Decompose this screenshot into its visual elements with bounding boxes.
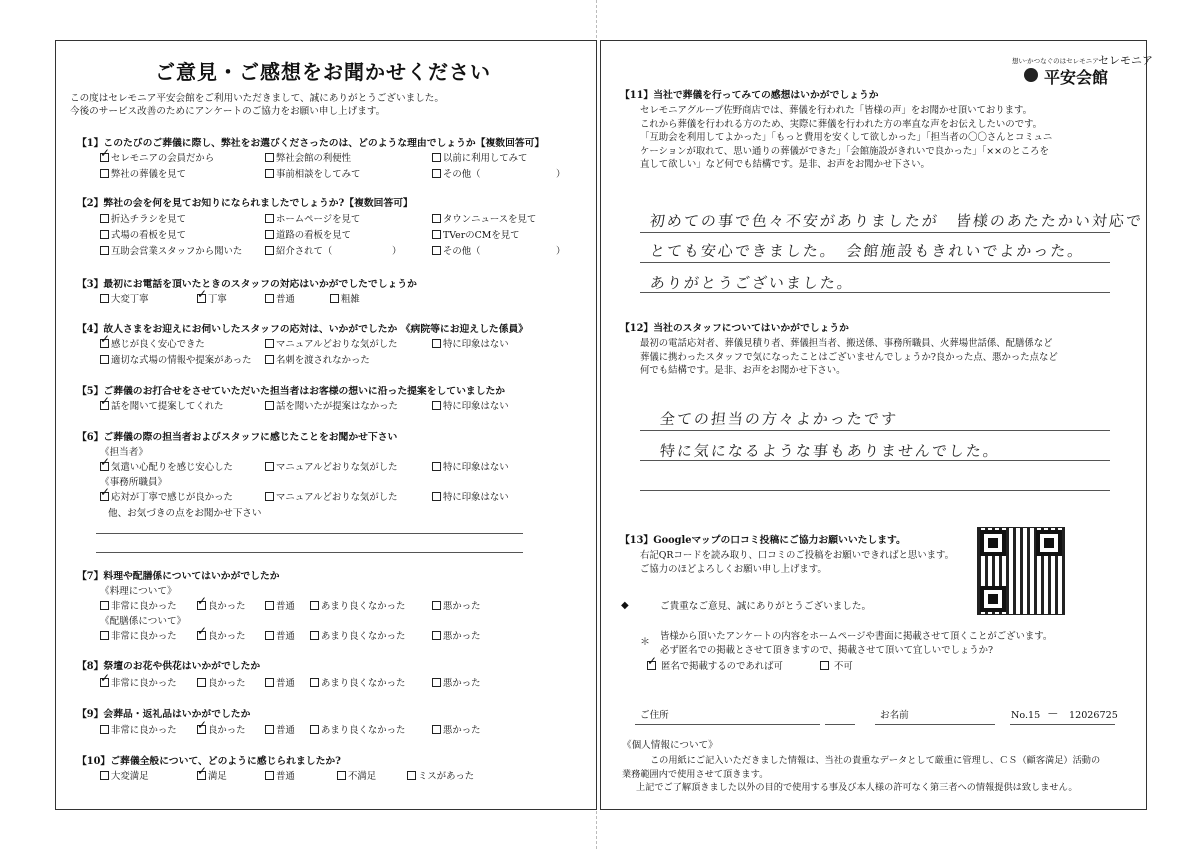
logo-mark-icon — [1024, 68, 1038, 82]
checkbox[interactable] — [265, 401, 274, 410]
q12-body-line: 何でも結構です。是非、お声をお聞かせ下さい。 — [640, 365, 846, 376]
q8-normal[interactable]: 普通 — [265, 678, 295, 690]
checkbox[interactable] — [432, 725, 441, 734]
publish-line: 必ず匿名での掲載とさせて頂きますので、掲載させて頂いて宜しいでしょうか? — [660, 644, 993, 656]
privacy-line: この用紙にご記入いただきました情報は、当社の貴重なデータとして厳重に管理し、ＣＳ（顧客満足）活動の — [650, 755, 1101, 766]
q1-label: 【1】このたびのご葬儀に際し、弊社をお選びくださったのは、どのような理由でしょうか【複数回答可】 — [77, 138, 545, 149]
asterisk-icon: ＊ — [640, 637, 650, 648]
q2-option-other[interactable]: その他（ — [432, 246, 481, 258]
checkbox[interactable] — [432, 246, 441, 255]
q7-serving-bad[interactable]: 悪かった — [432, 631, 481, 643]
checkbox-checked[interactable] — [197, 725, 206, 734]
q1-option-saw-funeral[interactable]: 弊社の葬儀を見て — [100, 169, 186, 181]
checkbox[interactable] — [265, 678, 274, 687]
q6-option-no-impression-office[interactable]: 特に印象はない — [432, 492, 509, 504]
checkbox[interactable] — [100, 246, 109, 255]
address-field-end — [825, 724, 855, 725]
q7-food-bad[interactable]: 悪かった — [432, 601, 481, 613]
q4-option-manual[interactable]: マニュアルどおりな気がした — [265, 339, 398, 351]
q6-other-comments: 他、お気づきの点をお聞かせ下さい — [108, 508, 262, 519]
q3-option-very-polite[interactable]: 大変丁寧 — [100, 294, 149, 306]
q11-body-line: これから葬儀を行われる方のため、実際に葬儀を行われた方の率直な声をお伝えしたいのです。 — [640, 118, 1043, 130]
q5-option-no-impression[interactable]: 特に印象はない — [432, 401, 509, 413]
answer-line[interactable] — [640, 232, 1110, 233]
checkbox[interactable] — [265, 169, 274, 178]
checkbox[interactable] — [265, 294, 274, 303]
survey-title: ご意見・ご感想をお聞かせください — [155, 60, 491, 84]
checkbox[interactable] — [432, 153, 441, 162]
qr-code-icon[interactable] — [977, 527, 1065, 615]
logo-tagline: 想い·かつなぐのはセレモニア — [1012, 57, 1099, 65]
intro-line-2: 今後のサービス改善のためにアンケートのご協力をお願い申し上げます。 — [70, 106, 386, 117]
q13-body — [640, 549, 954, 576]
comment-line[interactable] — [96, 552, 523, 553]
checkbox[interactable] — [820, 661, 829, 670]
q2-option-referral[interactable]: 紹介されて（ — [265, 246, 332, 258]
qr-finder-icon — [980, 586, 1006, 612]
q7-serving-normal[interactable]: 普通 — [265, 631, 295, 643]
q1-other-close: ） — [556, 169, 566, 180]
q3-option-polite[interactable]: ✓ 丁寧 — [197, 294, 227, 306]
q4-option-no-impression[interactable]: 特に印象はない — [432, 339, 509, 351]
checkbox[interactable] — [432, 492, 441, 501]
q2-option-hall-sign[interactable]: 式場の看板を見て — [100, 230, 186, 242]
checkbox[interactable] — [265, 153, 274, 162]
checkbox[interactable] — [432, 601, 441, 610]
q10-very-satisfied[interactable]: 大変満足 — [100, 771, 149, 783]
checkbox[interactable] — [432, 401, 441, 410]
q4-option-proposal[interactable]: 適切な式場の情報や提案があった — [100, 355, 252, 367]
q12-body-line: 最初の電話応対者、葬儀見積り者、葬儀担当者、搬送係、事務所職員、火葬場世話係、配膳係など — [640, 338, 1053, 349]
checkbox[interactable] — [100, 294, 109, 303]
q4-option-reassured[interactable]: ✓感じが良く安心できた — [100, 339, 205, 351]
q5-option-listened[interactable]: ✓話を聞いて提案してくれた — [100, 401, 224, 413]
address-field[interactable] — [635, 724, 820, 725]
checkbox[interactable] — [310, 678, 319, 687]
q7-serving-not-good[interactable]: あまり良くなかった — [310, 631, 405, 643]
q9-not-good[interactable]: あまり良くなかった — [310, 725, 405, 737]
q2-option-tver[interactable]: TVerのCMを見て — [432, 230, 519, 242]
q12-label: 【12】当社のスタッフについてはいかがでしょうか — [620, 323, 849, 334]
q2-option-sales-staff[interactable]: 互助会営業スタッフから聞いた — [100, 246, 242, 258]
checkbox[interactable] — [265, 339, 274, 348]
q11-body-line: 「互助会を利用してよかった」「もっと費用を安くして欲しかった」「担当者の〇〇さんとコミュニ — [640, 132, 1053, 143]
checkbox[interactable] — [265, 230, 274, 239]
q4-option-no-card[interactable]: 名刺を渡されなかった — [265, 355, 370, 367]
q4-label: 【4】故人さまをお迎えにお伺いしたスタッフの応対は、いかがでしたか 《病院等にお迎えした係員》 — [77, 324, 529, 335]
checkbox-checked[interactable] — [100, 492, 109, 501]
q1-option-convenience[interactable]: 弊社会館の利便性 — [265, 153, 351, 165]
comment-line[interactable] — [96, 533, 523, 534]
q12-body — [640, 337, 1058, 378]
q5-option-no-proposal[interactable]: 話を聞いたが提案はなかった — [265, 401, 398, 413]
checkbox[interactable] — [265, 725, 274, 734]
checkbox[interactable] — [265, 462, 274, 471]
q10-satisfied[interactable]: ✓ 満足 — [197, 771, 227, 783]
checkbox[interactable] — [265, 601, 274, 610]
checkbox[interactable] — [265, 631, 274, 640]
q11-body-line: 直して欲しい」など何でも結構です。是非、お声をお聞かせ下さい。 — [640, 159, 930, 170]
address-label: ご住所 — [640, 710, 669, 721]
number-value: 15 — [1028, 710, 1041, 721]
q3-option-normal[interactable]: 普通 — [265, 294, 295, 306]
checkbox[interactable] — [310, 601, 319, 610]
q11-handwritten-line-3: ありがとうございました。 — [649, 274, 855, 292]
checkbox[interactable] — [337, 771, 346, 780]
q9-label: 【9】会葬品・返礼品はいかがでしたか — [77, 709, 251, 720]
checkbox[interactable] — [197, 678, 206, 687]
checkbox-checked[interactable] — [647, 661, 656, 670]
q2-label: 【2】弊社の会を何を見てお知りになられましたでしょうか?【複数回答可】 — [77, 198, 413, 209]
privacy-body — [622, 754, 1100, 795]
q2-referral-close: ） — [392, 246, 402, 257]
logo-brand: セレモニア — [1098, 54, 1153, 67]
q8-not-good[interactable]: あまり良くなかった — [310, 678, 405, 690]
checkbox[interactable] — [100, 230, 109, 239]
q6-option-care[interactable]: ✓気遣い心配りを感じ安心した — [100, 462, 233, 474]
q11-body-line: ケーションが取れて、思い通りの葬儀ができた」「会館施設がきれいで良かった」「××のところを — [640, 145, 1049, 157]
number-label: No. — [1011, 710, 1029, 721]
q9-very-good[interactable]: 非常に良かった — [100, 725, 177, 737]
checkbox[interactable] — [100, 355, 109, 364]
q10-mistake[interactable]: ミスがあった — [407, 771, 474, 783]
q1-option-other[interactable]: その他（ — [432, 169, 481, 181]
q7-sub-food: 《料理について》 — [100, 586, 177, 597]
q8-very-good[interactable]: ✓非常に良かった — [100, 678, 177, 690]
q1-option-consultation[interactable]: 事前相談をしてみて — [265, 169, 360, 181]
q11-handwritten-line-1: 初めての事で色々不安がありましたが 皆様のあたたかい対応で — [649, 212, 1144, 230]
q2-other-close: ） — [556, 246, 566, 257]
q9-good[interactable]: ✓ 良かった — [197, 725, 246, 737]
q7-serving-good[interactable]: ✓ 良かった — [197, 631, 246, 643]
checkbox[interactable] — [432, 339, 441, 348]
q6-option-no-impression[interactable]: 特に印象はない — [432, 462, 509, 474]
checkbox[interactable] — [100, 214, 109, 223]
q7-food-very-good[interactable]: 非常に良かった — [100, 601, 177, 613]
q6-option-manual[interactable]: マニュアルどおりな気がした — [265, 462, 398, 474]
q7-food-good[interactable]: ✓ 良かった — [197, 601, 246, 613]
q7-food-normal[interactable]: 普通 — [265, 601, 295, 613]
q12-body-line: 葬儀に携わったスタッフで気になったことはございませんでしょうか?良かった点、悪かった点など — [640, 351, 1058, 363]
qr-finder-icon — [1036, 530, 1062, 556]
q7-food-not-good[interactable]: あまり良くなかった — [310, 601, 405, 613]
q6-sub-office: 《事務所職員》 — [100, 477, 168, 488]
q3-option-rough[interactable]: 粗雑 — [330, 294, 360, 306]
q2-option-flyer[interactable]: 折込チラシを見て — [100, 214, 186, 226]
checkbox[interactable] — [265, 214, 274, 223]
q8-good[interactable]: 良かった — [197, 678, 246, 690]
q12-handwritten-line-1: 全ての担当の方々よかったです — [659, 410, 899, 428]
checkbox-checked[interactable] — [100, 339, 109, 348]
checkbox[interactable] — [432, 678, 441, 687]
q10-normal[interactable]: 普通 — [265, 771, 295, 783]
privacy-line: 上記でご了解頂きました以外の目的で使用する事及び本人様の許可なく第三者への情報提供は致しません。 — [636, 782, 1078, 793]
checkbox[interactable] — [100, 631, 109, 640]
q11-body-line: セレモニアグループ佐野商店では、葬儀を行われた「皆様の声」をお聞かせ頂いております。 — [640, 105, 1032, 116]
diamond-icon: ◆ — [621, 600, 629, 611]
checkbox[interactable] — [265, 355, 274, 364]
checkbox[interactable] — [407, 771, 416, 780]
publish-notice — [660, 630, 1052, 657]
thanks-message: ご貴重なご意見、誠にありがとうございました。 — [660, 601, 872, 612]
q3-label: 【3】最初にお電話を頂いたときのスタッフの対応はいかがでしたでしょうか — [77, 279, 417, 290]
q5-label: 【5】ご葬儀のお打合せをさせていただいた担当者はお客様の想いに沿った提案をしていましたか — [77, 386, 506, 397]
checkbox[interactable] — [432, 230, 441, 239]
q13-label: 【13】Googleマップの口コミ投稿にご協力お願いいたします。 — [620, 535, 906, 546]
qr-finder-icon — [980, 530, 1006, 556]
checkbox[interactable] — [100, 771, 109, 780]
checkbox[interactable] — [432, 214, 441, 223]
serial-number: 12026725 — [1069, 710, 1118, 721]
checkbox-checked[interactable] — [100, 678, 109, 687]
answer-line[interactable] — [640, 262, 1110, 263]
q2-option-road-sign[interactable]: 道路の看板を見て — [265, 230, 351, 242]
q12-handwritten-line-2: 特に気になるような事もありませんでした。 — [659, 442, 1001, 460]
number-field — [1010, 724, 1115, 725]
q6-label: 【6】ご葬儀の際の担当者およびスタッフに感じたことをお聞かせ下さい — [77, 432, 398, 443]
checkbox-checked[interactable] — [100, 401, 109, 410]
checkbox[interactable] — [100, 169, 109, 178]
checkbox[interactable] — [432, 462, 441, 471]
q6-sub-staff: 《担当者》 — [100, 447, 148, 458]
q1-option-used-before[interactable]: 以前に利用してみて — [432, 153, 527, 165]
checkbox-checked[interactable] — [100, 462, 109, 471]
publish-line: 皆様から頂いたアンケートの内容をホームページや書面に掲載させて頂くことがございます。 — [660, 631, 1053, 642]
q9-bad[interactable]: 悪かった — [432, 725, 481, 737]
q13-body-line: ご協力のほどよろしくお願い申し上げます。 — [640, 563, 827, 575]
q9-normal[interactable]: 普通 — [265, 725, 295, 737]
checkbox[interactable] — [265, 771, 274, 780]
answer-line[interactable] — [640, 430, 1110, 431]
q10-label: 【10】ご葬儀全般について、どのように感じられましたか? — [77, 756, 341, 767]
q2-option-homepage[interactable]: ホームページを見て — [265, 214, 360, 226]
q13-body-line: 右記QRコードを読み取り、口コミのご投稿をお願いできればと思います。 — [640, 550, 954, 561]
name-field[interactable] — [875, 724, 995, 725]
name-label: お名前 — [880, 710, 909, 721]
q11-label: 【11】当社で葬儀を行ってみての感想はいかがでしょうか — [620, 90, 879, 101]
checkbox[interactable] — [100, 601, 109, 610]
checkbox-checked[interactable] — [197, 771, 206, 780]
q6-option-manual-office[interactable]: マニュアルどおりな気がした — [265, 492, 398, 504]
checkbox[interactable] — [310, 725, 319, 734]
q7-serving-very-good[interactable]: 非常に良かった — [100, 631, 177, 643]
q1-option-member[interactable]: ✓セレモニアの会員だから — [100, 153, 214, 165]
q8-label: 【8】祭壇のお花や供花はいかがでしたか — [77, 661, 261, 672]
publish-option-anonymous[interactable]: ✓ 匿名で掲載するのであれば可 — [647, 661, 783, 673]
checkbox[interactable] — [330, 294, 339, 303]
q11-handwritten-line-2: とても安心できました。 会館施設もきれいでよかった。 — [649, 242, 1086, 260]
checkbox[interactable] — [265, 246, 274, 255]
number-dash: — — [1048, 708, 1058, 719]
q8-bad[interactable]: 悪かった — [432, 678, 481, 690]
checkbox-checked[interactable] — [197, 631, 206, 640]
checkbox[interactable] — [100, 725, 109, 734]
checkbox-checked[interactable] — [197, 601, 206, 610]
privacy-line: 業務範囲内で使用させて頂きます。 — [622, 768, 769, 780]
logo-name: 平安会館 — [1044, 68, 1109, 87]
checkbox[interactable] — [310, 631, 319, 640]
intro-line-1: この度はセレモニア平安会館をご利用いただきまして、誠にありがとうございました。 — [70, 93, 444, 104]
answer-line[interactable] — [640, 490, 1110, 491]
checkbox[interactable] — [265, 492, 274, 501]
checkbox[interactable] — [432, 169, 441, 178]
q11-body — [640, 104, 1052, 172]
publish-option-no[interactable]: 不可 — [820, 661, 853, 673]
q7-sub-serving: 《配膳係について》 — [100, 616, 187, 627]
q7-label: 【7】料理や配膳係についてはいかがでしたか — [77, 571, 280, 582]
checkbox[interactable] — [432, 631, 441, 640]
q2-option-town-news[interactable]: タウンニュースを見て — [432, 214, 536, 226]
checkbox-checked[interactable] — [197, 294, 206, 303]
q6-option-polite[interactable]: ✓応対が丁寧で感じが良かった — [100, 492, 233, 504]
checkbox-checked[interactable] — [100, 153, 109, 162]
q10-unsatisfied[interactable]: 不満足 — [337, 771, 376, 783]
privacy-title: 《個人情報について》 — [622, 740, 718, 751]
